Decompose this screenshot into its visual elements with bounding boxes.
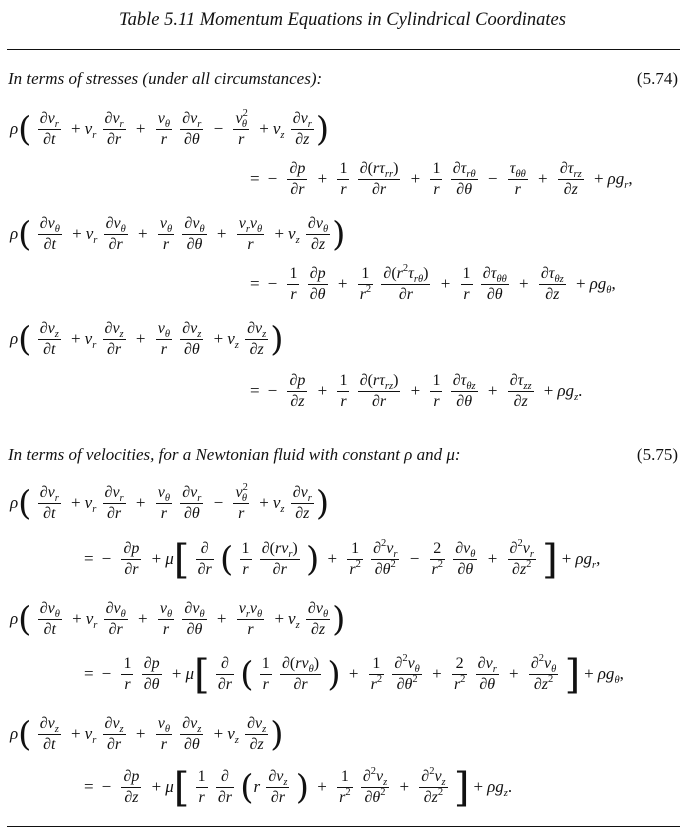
bottom-rule — [7, 826, 680, 827]
eq-vel-z-rhs: = − $\frac{\partial p}{\partial z}$ + μ[ $\frac{1}{r}$ $\frac{\partial}{\partial r}$ (r $\frac{\partial v_z}{\partial r}$ ) + $\frac{1}{r^2}$ $\frac{\partial^2v_z}{\partial\theta^2}$ + $\frac{\partial^2v_z}{\partial z^2}$ ] + $\rho g_z$. — [84, 764, 513, 811]
eq-vel-r-rhs: = − $\frac{\partial p}{\partial r}$ + μ[ $\frac{\partial}{\partial r}$ ( $\frac{1}{r}$ $\frac{\partial(rv_r)}{\partial r}$ ) + $\frac{1}{r^2}$ $\frac{\partial^2v_r}{\partial\theta^2}$ − $\frac{2}{r^2}$ $\frac{\partial v_\theta}{\partial\theta}$ + $\frac{\partial^2v_r}{\partial z^2}$ ] + $\rho g_r$, — [84, 536, 601, 583]
eq-stress-theta-lhs: ρ( $\frac{\partial v_\theta}{\partial t}$ + $v_r$ $\frac{\partial v_\theta}{\partial r}$ + $\frac{v_\theta}{r}$ $\frac{\partial v_\theta}{\partial\theta}$ + $\frac{v_rv_\theta}{r}$ + $v_z$ $\frac{\partial v_\theta}{\partial z}$ ) — [10, 214, 346, 255]
eq-stress-theta-rhs: = − $\frac{1}{r}$ $\frac{\partial p}{\partial\theta}$ + $\frac{1}{r^2}$ $\frac{\partial(r^2\tau_{r\theta})}{\partial r}$ + $\frac{1}{r}$ $\frac{\partial\tau_{\theta\theta}}{\partial\theta}$ + $\frac{\partial\tau_{\theta z}}{\partial z}$ + $\rho g_\theta$, — [250, 263, 616, 304]
equation-number-5-74: (5.74) — [636, 69, 678, 88]
equation-number-5-75: (5.75) — [636, 445, 678, 464]
top-rule — [7, 49, 680, 50]
section-stresses-label: In terms of stresses (under all circumstances): — [8, 69, 323, 88]
eq-stress-z-lhs: ρ( $\frac{\partial v_z}{\partial t}$ + $v_r$ $\frac{\partial v_z}{\partial r}$ + $\frac{v_\theta}{r}$ $\frac{\partial v_z}{\partial\theta}$ + $v_z$ $\frac{\partial v_z}{\partial z}$ ) — [10, 319, 284, 360]
eq-vel-theta-rhs: = − $\frac{1}{r}$ $\frac{\partial p}{\partial\theta}$ + μ[ $\frac{\partial}{\partial r}$ ( $\frac{1}{r}$ $\frac{\partial(rv_\theta)}{\partial r}$ ) + $\frac{1}{r^2}$ $\frac{\partial^2v_\theta}{\partial\theta^2}$ + $\frac{2}{r^2}$ $\frac{\partial v_r}{\partial\theta}$ + $\frac{\partial^2v_\theta}{\partial z^2}$ ] + $\rho g_\theta$, — [84, 651, 624, 698]
section-velocities-label: In terms of velocities, for a Newtonian fluid with constant ρ and μ: — [8, 445, 461, 464]
table-caption: Table 5.11 Momentum Equations in Cylindrical Coordinates — [119, 10, 566, 30]
eq-vel-theta-lhs: ρ( $\frac{\partial v_\theta}{\partial t}$ + $v_r$ $\frac{\partial v_\theta}{\partial r}$ + $\frac{v_\theta}{r}$ $\frac{\partial v_\theta}{\partial\theta}$ + $\frac{v_rv_\theta}{r}$ + $v_z$ $\frac{\partial v_\theta}{\partial z}$ ) — [10, 599, 346, 640]
eq-stress-r-rhs: = − $\frac{\partial p}{\partial r}$ + $\frac{1}{r}$ $\frac{\partial(r\tau_{rr})}{\partial r}$ + $\frac{1}{r}$ $\frac{\partial\tau_{r\theta}}{\partial\theta}$ − $\frac{\tau_{\theta\theta}}{r}$ + $\frac{\partial\tau_{rz}}{\partial z}$ + $\rho g_r$, — [250, 160, 633, 199]
eq-stress-z-rhs: = − $\frac{\partial p}{\partial z}$ + $\frac{1}{r}$ $\frac{\partial(r\tau_{rz})}{\partial r}$ + $\frac{1}{r}$ $\frac{\partial\tau_{\theta z}}{\partial\theta}$ + $\frac{\partial\tau_{zz}}{\partial z}$ + $\rho g_z$. — [250, 372, 583, 411]
eq-vel-z-lhs: ρ( $\frac{\partial v_z}{\partial t}$ + $v_r$ $\frac{\partial v_z}{\partial r}$ + $\frac{v_\theta}{r}$ $\frac{\partial v_z}{\partial\theta}$ + $v_z$ $\frac{\partial v_z}{\partial z}$ ) — [10, 714, 284, 755]
eq-stress-r-lhs: ρ( $\frac{\partial v_r}{\partial t}$ + $v_r$ $\frac{\partial v_r}{\partial r}$ + $\frac{v_\theta}{r}$ $\frac{\partial v_r}{\partial\theta}$ − $\frac{v^2_\theta}{r}$ + $v_z$ $\frac{\partial v_r}{\partial z}$ ) — [10, 108, 330, 150]
eq-vel-r-lhs: ρ( $\frac{\partial v_r}{\partial t}$ + $v_r$ $\frac{\partial v_r}{\partial r}$ + $\frac{v_\theta}{r}$ $\frac{\partial v_r}{\partial\theta}$ − $\frac{v^2_\theta}{r}$ + $v_z$ $\frac{\partial v_r}{\partial z}$ ) — [10, 482, 330, 524]
